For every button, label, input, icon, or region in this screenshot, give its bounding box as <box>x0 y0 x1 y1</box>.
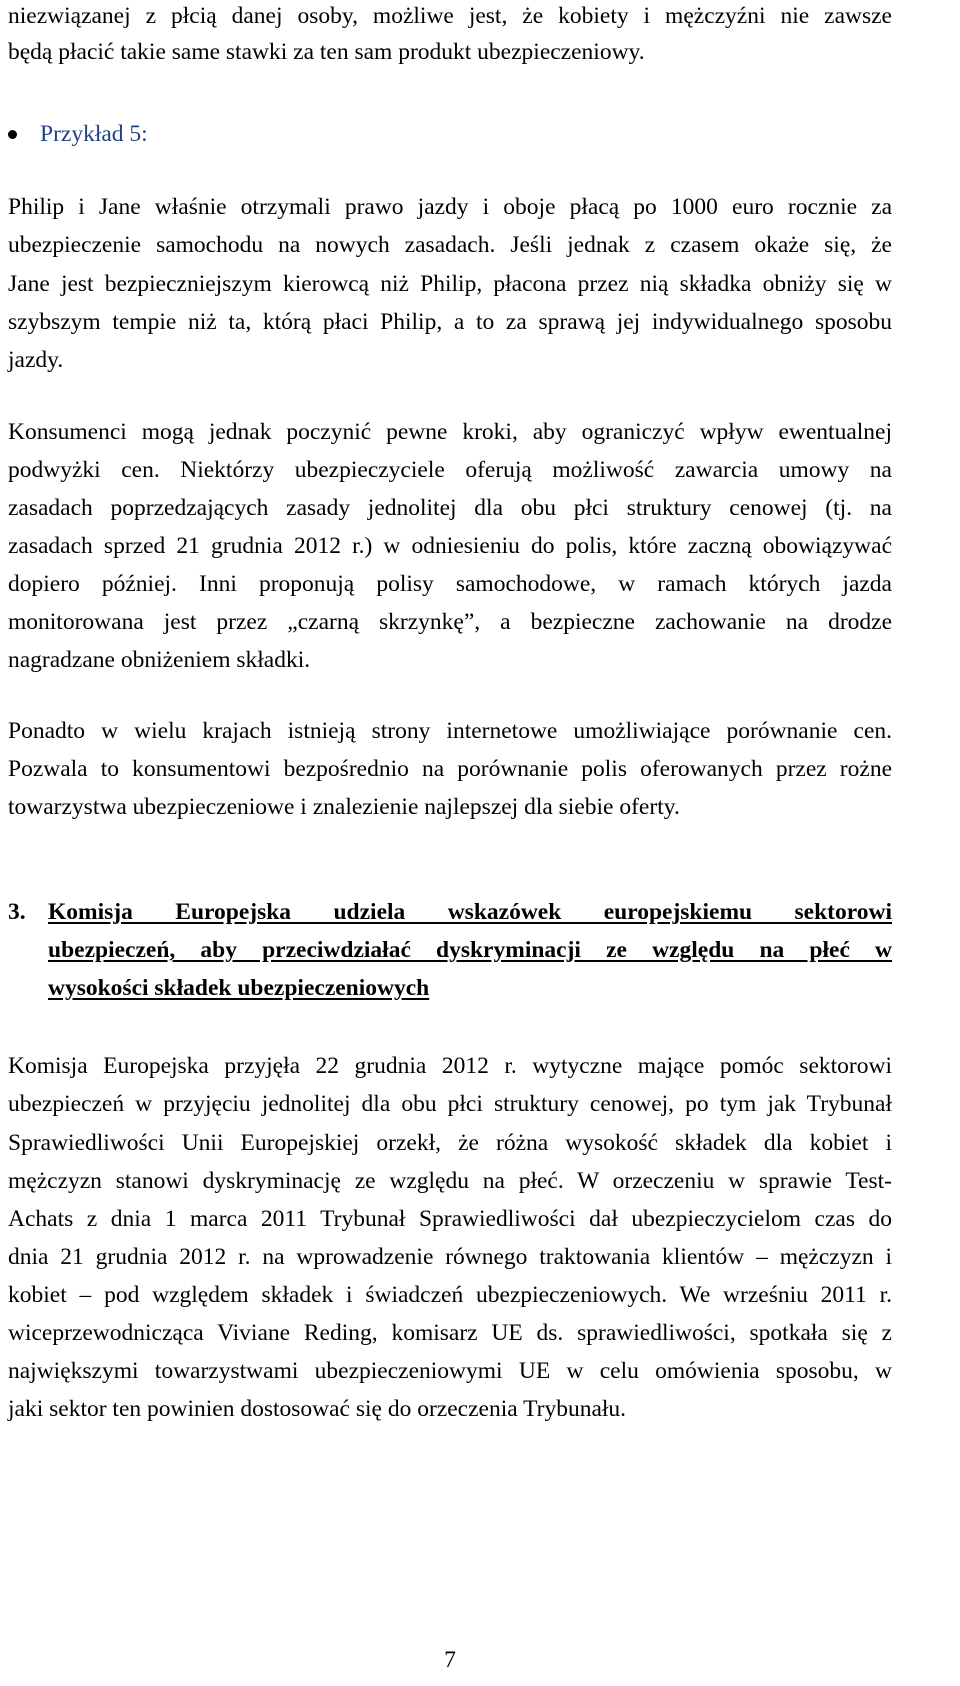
paragraph-line: ubezpieczeń w przyjęciu jednolitej dla obu płci struktury cenowej, po tym jak Trybunał <box>8 1091 892 1117</box>
paragraph-line: Sprawiedliwości Unii Europejskiej orzekł, że różna wysokość składek dla kobiet i <box>8 1130 892 1156</box>
paragraph-line: jazdy. <box>8 347 64 373</box>
paragraph-line: Achats z dnia 1 marca 2011 Trybunał Sprawiedliwości dał ubezpieczycielom czas do <box>8 1206 892 1232</box>
paragraph-line: Jane jest bezpieczniejszym kierowcą niż Philip, płacona przez nią składka obniży się w <box>8 271 892 297</box>
paragraph-line: nagradzane obniżeniem składki. <box>8 647 311 673</box>
section-title-line: Komisja Europejska udziela wskazówek europejskiemu sektorowi <box>48 899 892 925</box>
section-title-line: wysokości składek ubezpieczeniowych <box>48 975 430 1001</box>
paragraph-line: Pozwala to konsumentowi bezpośrednio na porównanie polis oferowanych przez rożne <box>8 756 892 782</box>
paragraph-line: zasadach poprzedzających zasady jednolitej dla obu płci struktury cenowej (tj. na <box>8 495 892 521</box>
paragraph-line: dnia 21 grudnia 2012 r. na wprowadzenie równego traktowania klientów – mężczyzn i <box>8 1244 892 1270</box>
paragraph-line: dopiero później. Inni proponują polisy samochodowe, w ramach których jazda <box>8 571 892 597</box>
paragraph-line: mężczyzn stanowi dyskryminację ze względu na płeć. W orzeczeniu w sprawie Test- <box>8 1168 892 1194</box>
paragraph-line: towarzystwa ubezpieczeniowe i znalezienie najlepszej dla siebie oferty. <box>8 794 680 820</box>
section-title-line: ubezpieczeń, aby przeciwdziałać dyskryminacji ze względu na płeć w <box>48 937 892 963</box>
paragraph-line: monitorowana jest przez „czarną skrzynkę”, a bezpieczne zachowanie na drodze <box>8 609 892 635</box>
paragraph-line: Ponadto w wielu krajach istnieją strony internetowe umożliwiające porównanie cen. <box>8 718 892 744</box>
paragraph-line: Konsumenci mogą jednak poczynić pewne kroki, aby ograniczyć wpływ ewentualnej <box>8 419 892 445</box>
paragraph-line: zasadach sprzed 21 grudnia 2012 r.) w odniesieniu do polis, które zaczną obowiązywać <box>8 533 892 559</box>
paragraph-line: Komisja Europejska przyjęła 22 grudnia 2012 r. wytyczne mające pomóc sektorowi <box>8 1053 892 1079</box>
example-label: Przykład 5: <box>40 121 148 147</box>
paragraph-line: wiceprzewodnicząca Viviane Reding, komisarz UE ds. sprawiedliwości, spotkała się z <box>8 1320 892 1346</box>
paragraph-line: ubezpieczenie samochodu na nowych zasadach. Jeśli jednak z czasem okaże się, że <box>8 232 892 258</box>
bullet-icon <box>8 130 17 139</box>
paragraph-line: niezwiązanej z płcią danej osoby, możliwe jest, że kobiety i mężczyźni nie zawsze <box>8 3 892 29</box>
paragraph-line: kobiet – pod względem składek i świadczeń ubezpieczeniowych. We wrześniu 2011 r. <box>8 1282 892 1308</box>
paragraph-line: jaki sektor ten powinien dostosować się do orzeczenia Trybunału. <box>8 1396 627 1422</box>
paragraph-line: będą płacić takie same stawki za ten sam produkt ubezpieczeniowy. <box>8 39 645 65</box>
paragraph-line: Philip i Jane właśnie otrzymali prawo jazdy i oboje płacą po 1000 euro rocznie za <box>8 194 892 220</box>
paragraph-line: szybszym tempie niż ta, którą płaci Philip, a to za sprawą jej indywidualnego sposobu <box>8 309 892 335</box>
page-number: 7 <box>444 1647 456 1673</box>
section-number: 3. <box>8 899 26 925</box>
example-bullet <box>8 118 892 150</box>
paragraph-line: podwyżki cen. Niektórzy ubezpieczyciele oferują możliwość zawarcia umowy na <box>8 457 892 483</box>
paragraph-line: największymi towarzystwami ubezpieczeniowymi UE w celu omówienia sposobu, w <box>8 1358 892 1384</box>
